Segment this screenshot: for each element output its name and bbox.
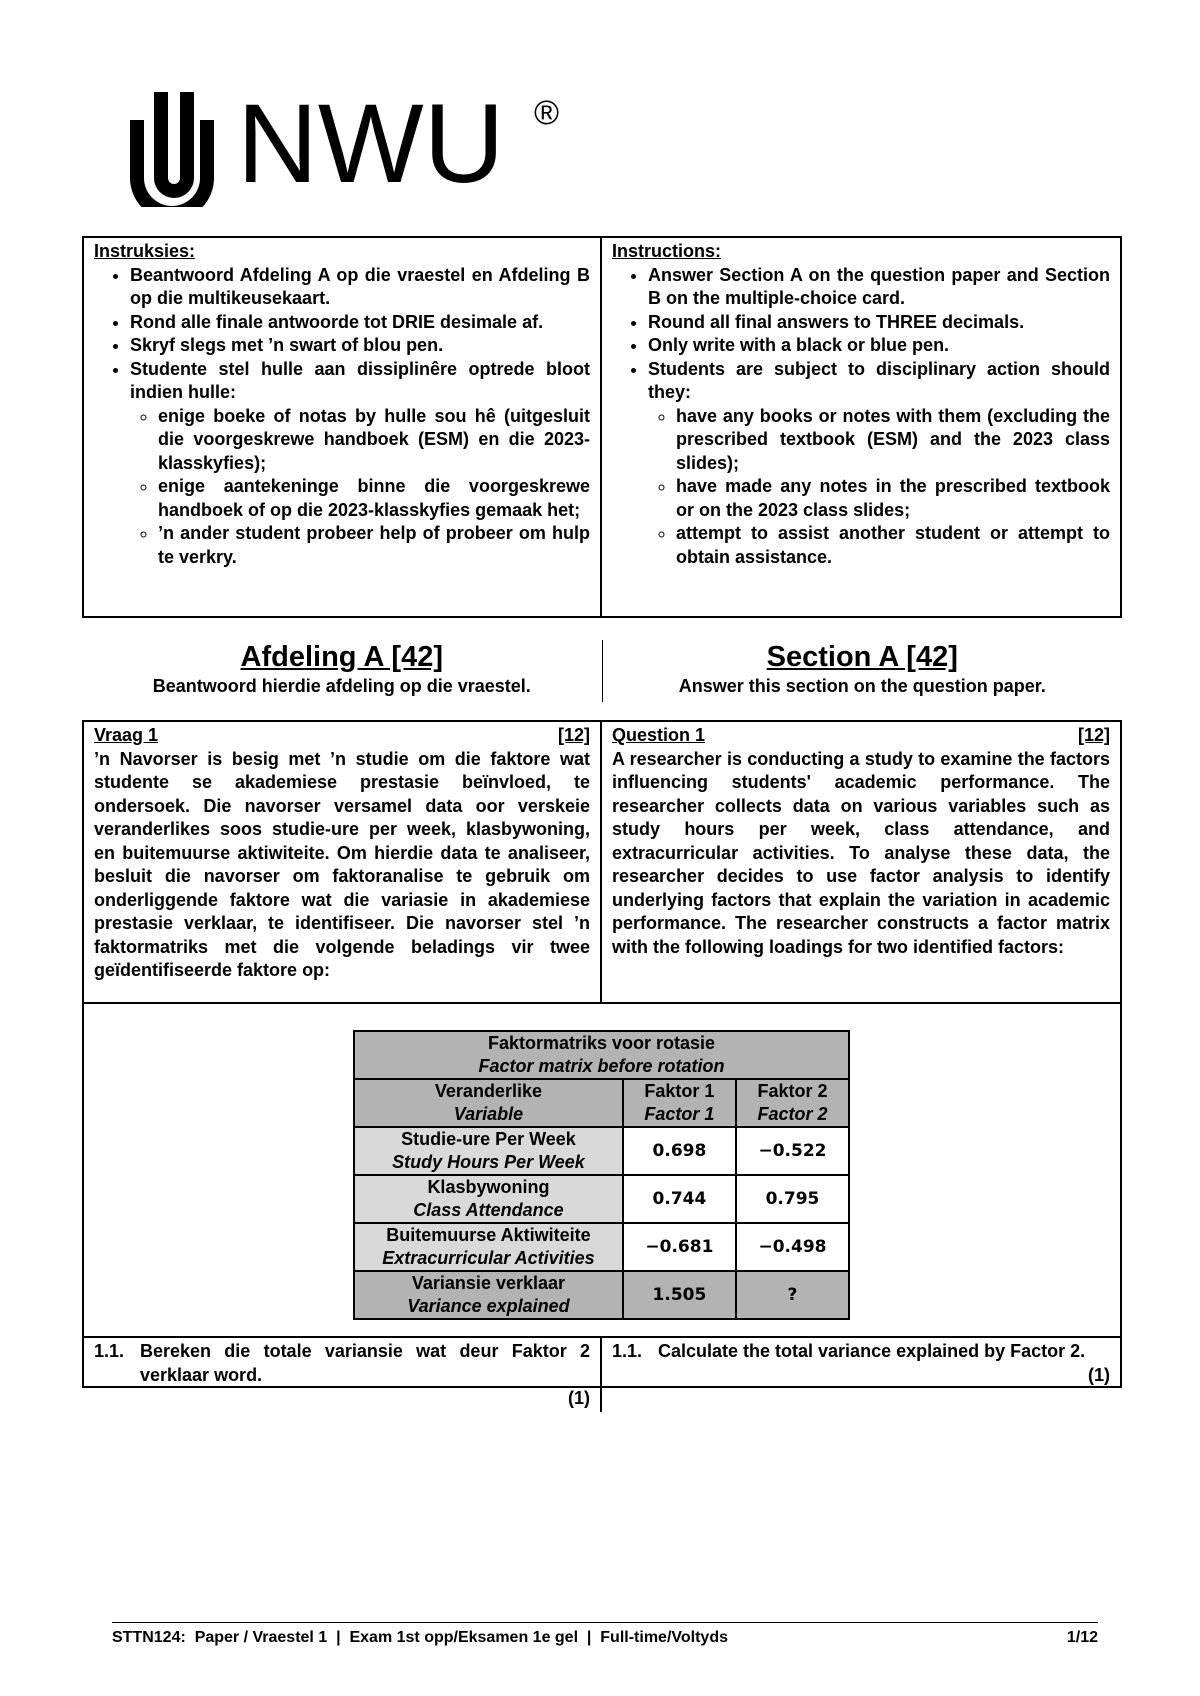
column-header-af: Faktor 1 bbox=[644, 1081, 715, 1101]
column-header-en: Factor 2 bbox=[757, 1104, 828, 1124]
instruction-item: • Rond alle finale antwoorde tot DRIE desimale af. bbox=[130, 311, 590, 335]
table-total-row bbox=[354, 1271, 849, 1319]
question-text-af: ’n Navorser is besig met ’n studie om die faktore wat studente se akademiese prestasie beïnvloed, te ondersoek. Die navorser versamel data oor verskeie veranderlikes soos studie-ure per week, klasbywoning, en buitemuurse aktiwiteite. Om hierdie data te analiseer, besluit die navorser om faktoranalise te gebruik om onderliggende faktore wat die variasie in akademiese prestasie verklaar, te identifiseer. Die navorser stel ’n faktormatriks met die volgende beladings vir twee geïdentifiseerde faktore op: bbox=[94, 748, 590, 980]
subquestion-marks-en: (1) bbox=[1088, 1364, 1110, 1385]
instruction-subitem: ◦ ’n ander student probeer help of probeer om hulp te verkry. bbox=[158, 522, 590, 569]
subquestion-af bbox=[84, 1338, 602, 1412]
variable-cell bbox=[354, 1223, 623, 1271]
instruction-item: • Answer Section A on the question paper and Section B on the multiple-choice card. bbox=[648, 264, 1110, 311]
question-marks-en: [12] bbox=[1077, 725, 1110, 745]
factor-1-value: −0.681 bbox=[623, 1223, 736, 1271]
question-marks-af: [12] bbox=[557, 725, 590, 745]
section-subtitle-en: Answer this section on the question paper. bbox=[678, 676, 1046, 696]
variance-explained-label bbox=[354, 1271, 623, 1319]
subquestion-number: 1.1. bbox=[612, 1341, 643, 1361]
instruction-item: • Skryf slegs met ’n swart of blou pen. bbox=[130, 334, 590, 358]
variance-factor-2: ? bbox=[736, 1271, 849, 1319]
variable-en: Study Hours Per Week bbox=[392, 1152, 585, 1172]
instruction-item: • Beantwoord Afdeling A op die vraestel en Afdeling B op die multikeusekaart. bbox=[130, 264, 590, 311]
section-title-en: Section A [42] bbox=[766, 641, 958, 673]
table-title-af: Faktormatriks voor rotasie bbox=[487, 1033, 716, 1053]
factor-2-value: 0.795 bbox=[736, 1175, 849, 1223]
factor-2-value: −0.522 bbox=[736, 1127, 849, 1175]
variance-label-en: Variance explained bbox=[407, 1296, 570, 1316]
table-title-en: Factor matrix before rotation bbox=[478, 1056, 725, 1076]
table-row bbox=[354, 1175, 849, 1223]
section-header bbox=[82, 640, 1122, 702]
column-header-en: Variable bbox=[453, 1104, 524, 1124]
question-1-en bbox=[602, 722, 1120, 1002]
column-header-variable bbox=[354, 1079, 623, 1127]
instruction-item: • Only write with a black or blue pen. bbox=[648, 334, 1110, 358]
instruction-item bbox=[130, 358, 590, 570]
subquestion-en bbox=[602, 1338, 1120, 1412]
footer-course-info: STTN124: Paper / Vraestel 1 | Exam 1st opp/Eksamen 1e gel | Full-time/Voltyds bbox=[112, 1629, 728, 1646]
subquestion-1-1 bbox=[84, 1336, 1120, 1412]
instruction-subitem: ◦ enige aantekeninge binne die voorgeskrewe handboek of op die 2023-klasskyfies gemaak het; bbox=[158, 475, 590, 522]
instructions-heading-en: Instructions: bbox=[612, 241, 722, 261]
instructions-en bbox=[602, 238, 1120, 616]
instruction-item: • Round all final answers to THREE decimals. bbox=[648, 311, 1110, 335]
question-text-en: A researcher is conducting a study to examine the factors influencing students' academic performance. The researcher collects data on various variables such as study hours per week, class attendance, and extracurricular activities. To analyse these data, the researcher decides to use factor analysis to identify underlying factors that explain the variation in academic performance. The researcher constructs a factor matrix with the following loadings for two identified factors: bbox=[612, 748, 1110, 957]
column-header-af: Veranderlike bbox=[434, 1081, 542, 1101]
variable-af: Klasbywoning bbox=[427, 1177, 550, 1197]
variable-af: Studie-ure Per Week bbox=[401, 1129, 576, 1149]
question-heading-en bbox=[612, 724, 1110, 748]
subquestion-number: 1.1. bbox=[94, 1341, 125, 1361]
variable-cell bbox=[354, 1127, 623, 1175]
subquestion-marks-af: (1) bbox=[568, 1388, 590, 1408]
column-header-factor-1 bbox=[623, 1079, 736, 1127]
instructions-heading-af: Instruksies: bbox=[94, 241, 196, 261]
column-header-factor-2 bbox=[736, 1079, 849, 1127]
subquestion-text-af: Bereken die totale variansie wat deur Faktor 2 verklaar word. bbox=[140, 1341, 590, 1385]
section-title-af: Afdeling A [42] bbox=[240, 641, 443, 673]
variable-af: Buitemuurse Aktiwiteite bbox=[386, 1225, 591, 1245]
nwu-emblem-icon bbox=[130, 92, 214, 207]
column-header-en: Factor 1 bbox=[644, 1104, 715, 1124]
factor-matrix-table bbox=[353, 1030, 850, 1320]
instruction-subitem: ◦ enige boeke of notas by hulle sou hê (uitgesluit die voorgeskrewe handboek (ESM) en die 2023-klasskyfies); bbox=[158, 405, 590, 476]
instruction-subitem: ◦ attempt to assist another student or attempt to obtain assistance. bbox=[676, 522, 1110, 569]
question-label-af: Vraag 1 bbox=[94, 725, 159, 745]
page-number: 1/12 bbox=[1066, 1629, 1098, 1646]
instruction-item-text: Students are subject to disciplinary action should they: bbox=[648, 358, 1110, 402]
section-header-af bbox=[82, 640, 603, 702]
column-header-af: Faktor 2 bbox=[757, 1081, 828, 1101]
factor-2-value: −0.498 bbox=[736, 1223, 849, 1271]
table-row bbox=[354, 1223, 849, 1271]
section-subtitle-af: Beantwoord hierdie afdeling op die vraestel. bbox=[152, 676, 531, 696]
logo-wordmark: NWU bbox=[237, 82, 505, 206]
instructions-af bbox=[84, 238, 602, 616]
table-title bbox=[354, 1031, 849, 1079]
table-row bbox=[354, 1127, 849, 1175]
variable-cell bbox=[354, 1175, 623, 1223]
question-1-af bbox=[84, 722, 602, 1002]
variable-en: Extracurricular Activities bbox=[382, 1248, 595, 1268]
instruction-item-text: Studente stel hulle aan dissiplinêre optrede bloot indien hulle: bbox=[130, 358, 590, 402]
page-footer bbox=[112, 1622, 1098, 1647]
question-label-en: Question 1 bbox=[612, 725, 706, 745]
factor-1-value: 0.698 bbox=[623, 1127, 736, 1175]
instruction-subitem: ◦ have made any notes in the prescribed textbook or on the 2023 class slides; bbox=[676, 475, 1110, 522]
nwu-logo bbox=[112, 82, 572, 207]
subquestion-text-en: Calculate the total variance explained by Factor 2. bbox=[658, 1341, 1086, 1361]
registered-mark: ® bbox=[534, 94, 560, 132]
section-header-en bbox=[603, 640, 1123, 702]
factor-1-value: 0.744 bbox=[623, 1175, 736, 1223]
question-heading-af bbox=[94, 724, 590, 748]
variance-factor-1: 1.505 bbox=[623, 1271, 736, 1319]
instructions-box bbox=[82, 236, 1122, 618]
variance-label-af: Variansie verklaar bbox=[411, 1273, 566, 1293]
instruction-subitem: ◦ have any books or notes with them (excluding the prescribed textbook (ESM) and the 2023 class slides); bbox=[676, 405, 1110, 476]
variable-en: Class Attendance bbox=[413, 1200, 564, 1220]
instruction-item bbox=[648, 358, 1110, 570]
